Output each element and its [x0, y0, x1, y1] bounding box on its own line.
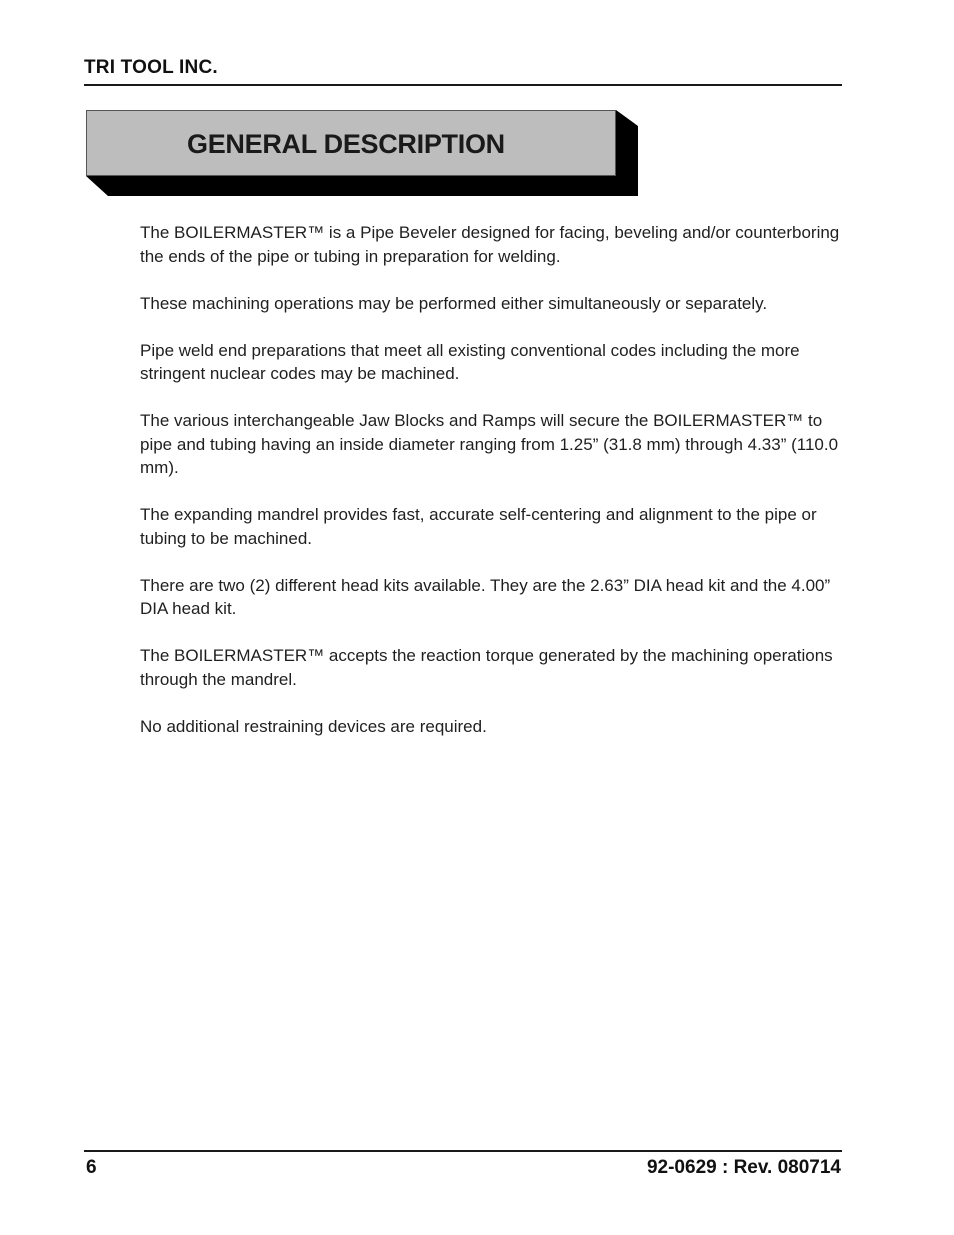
paragraph: Pipe weld end preparations that meet all existing conventional codes including the more stringent nuclear codes may be machined.	[140, 340, 800, 383]
section-title-banner	[86, 110, 638, 196]
paragraph: There are two (2) different head kits available. They are the 2.63” DIA head kit and the 4.00” DIA head kit.	[140, 575, 831, 618]
section-title: GENERAL DESCRIPTION	[187, 129, 505, 159]
paragraph: No additional restraining devices are required.	[140, 716, 487, 736]
header-divider	[84, 84, 842, 86]
description-body	[140, 221, 842, 762]
paragraph: The BOILERMASTER™ is a Pipe Beveler designed for facing, beveling and/or counterboring the ends of the pipe or tubing in preparation for welding.	[140, 223, 840, 266]
company-name: TRI TOOL INC.	[84, 57, 218, 78]
paragraph: These machining operations may be performed either simultaneously or separately.	[140, 293, 768, 313]
title-banner-box	[86, 110, 616, 176]
document-revision: 92-0629 : Rev. 080714	[646, 1157, 841, 1178]
page-number: 6	[86, 1157, 97, 1178]
paragraph: The BOILERMASTER™ accepts the reaction torque generated by the machining operations through the mandrel.	[140, 646, 833, 689]
paragraph: The various interchangeable Jaw Blocks and Ramps will secure the BOILERMASTER™ to pipe and tubing having an inside diameter ranging from 1.25” (31.8 mm) through 4.33” (110.0 mm).	[140, 411, 839, 477]
paragraph: The expanding mandrel provides fast, accurate self-centering and alignment to the pipe or tubing to be machined.	[140, 505, 817, 548]
footer-divider	[84, 1150, 842, 1152]
